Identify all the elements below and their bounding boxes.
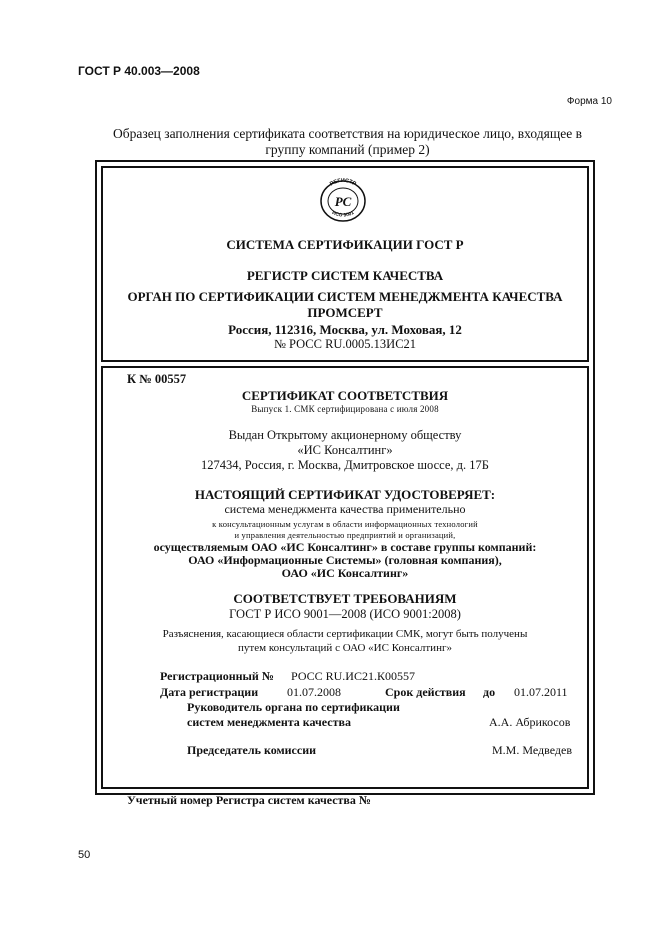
reg-date-label: Дата регистрации <box>160 685 259 699</box>
cert-body-name-line1: ОРГАН ПО СЕРТИФИКАЦИИ СИСТЕМ МЕНЕДЖМЕНТА КАЧЕСТВА <box>127 289 563 304</box>
seal-top-text: РЕГИСТР <box>329 178 357 188</box>
clarification-line1: Разъяснения, касающиеся области сертификации СМК, могут быть получены <box>162 628 528 640</box>
conforms-heading: СООТВЕТСТВУЕТ ТРЕБОВАНИЯМ <box>233 591 457 606</box>
validity-label: Срок действия <box>385 685 466 699</box>
svg-text:РЕГИСТР <box>329 178 357 188</box>
scope-line3: и управления деятельностью предприятий и организаций, <box>234 530 456 540</box>
svg-text:ИСО 9001 <box>331 210 355 219</box>
accreditation-number: № РОСС RU.0005.13ИС21 <box>273 337 417 351</box>
chair-signatory-name: М.М. Медведев <box>492 743 572 757</box>
scope-line1: система менеджмента качества применительно <box>224 502 466 516</box>
certificate-title: СЕРТИФИКАТ СООТВЕТСТВИЯ <box>241 388 449 403</box>
form-label: Форма 10 <box>566 96 612 107</box>
validity-to: до <box>483 685 496 699</box>
group-line1: осуществляемым ОАО «ИС Консалтинг» в составе группы компаний: <box>153 540 537 554</box>
seal-bottom-text: ИСО 9001 <box>330 209 356 219</box>
seal-mark: РС <box>334 194 352 209</box>
group-line3: ОАО «ИС Консалтинг» <box>281 566 409 580</box>
validity-value: 01.07.2011 <box>514 685 568 699</box>
issued-to-line2: «ИС Консалтинг» <box>297 443 393 457</box>
issue-note: Выпуск 1. СМК сертифицирована с июля 2008 <box>251 404 439 414</box>
issued-to-line1: Выдан Открытому акционерному обществу <box>228 428 462 442</box>
reg-date-value: 01.07.2008 <box>287 685 341 699</box>
issued-address: 127434, Россия, г. Москва, Дмитровское шоссе, д. 17Б <box>201 458 489 472</box>
group-line2: ОАО «Информационные Системы» (головная компания), <box>188 553 502 567</box>
system-name: СИСТЕМА СЕРТИФИКАЦИИ ГОСТ Р <box>226 237 464 252</box>
standard-reference: ГОСТ Р ИСО 9001—2008 (ИСО 9001:2008) <box>229 607 461 621</box>
cert-body-name-line2: ПРОМСЕРТ <box>307 305 383 320</box>
clarification-line2: путем консультаций с ОАО «ИС Консалтинг» <box>238 642 452 654</box>
registry-account-note: Учетный номер Регистра систем качества № <box>127 793 371 807</box>
certification-seal-icon <box>315 178 371 224</box>
certificate-number: К № 00557 <box>127 372 187 386</box>
reg-number-label: Регистрационный № <box>160 669 274 683</box>
head-signatory-name: А.А. Абрикосов <box>489 715 571 729</box>
scope-line2: к консультационным услугам в области информационных технологий <box>212 519 478 529</box>
chair-label: Председатель комиссии <box>187 743 317 757</box>
cert-body-address: Россия, 112316, Москва, ул. Моховая, 12 <box>228 322 462 337</box>
certifies-heading: НАСТОЯЩИЙ СЕРТИФИКАТ УДОСТОВЕРЯЕТ: <box>194 487 496 502</box>
reg-number-value: РОСС RU.ИС21.К00557 <box>291 669 415 683</box>
head-label-line1: Руководитель органа по сертификации <box>187 700 400 714</box>
sample-title: Образец заполнения сертификата соответствия на юридическое лицо, входящее в группу компаний (пример 2) <box>113 126 582 157</box>
document-standard-id: ГОСТ Р 40.003—2008 <box>78 64 200 78</box>
registry-name: РЕГИСТР СИСТЕМ КАЧЕСТВА <box>246 268 444 283</box>
head-label-line2: систем менеджмента качества <box>187 715 351 729</box>
page-number: 50 <box>78 849 91 861</box>
